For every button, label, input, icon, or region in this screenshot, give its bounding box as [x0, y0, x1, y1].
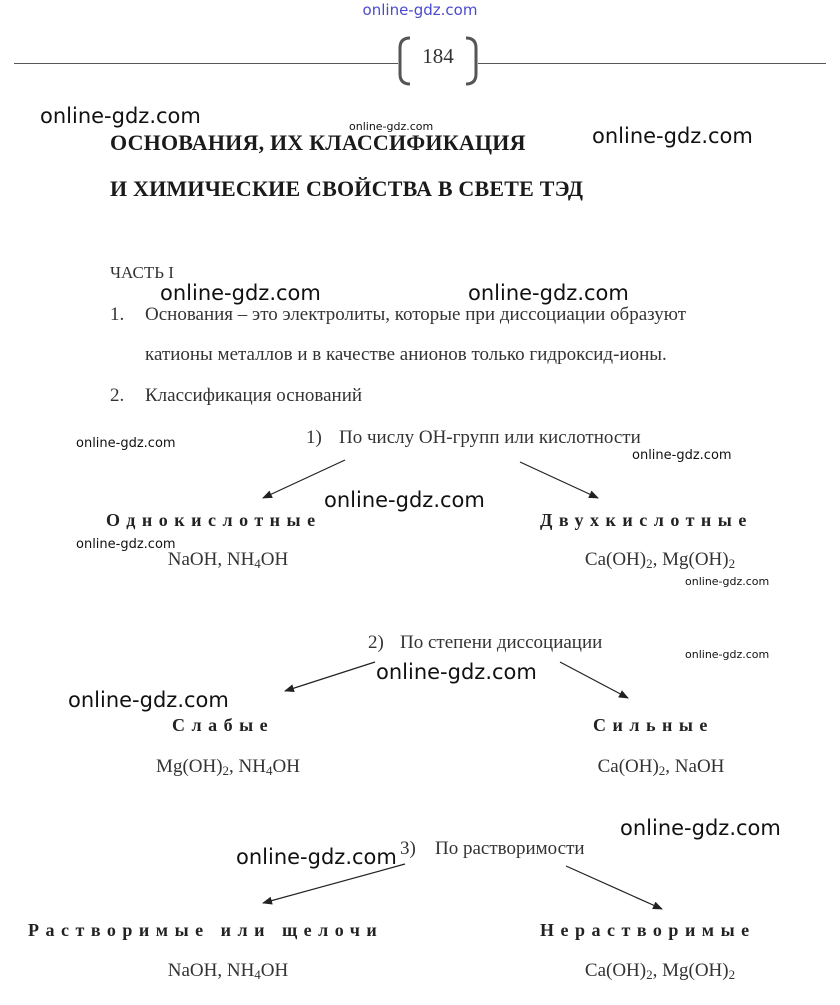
page-title-line-2: И ХИМИЧЕСКИЕ СВОЙСТВА В СВЕТЕ ТЭД — [110, 176, 584, 201]
category-left: Растворимые или щелочи — [28, 920, 384, 940]
item-number: 2. — [110, 385, 125, 406]
definition-line-2: катионы металлов и в качестве анионов только гидроксид-ионы. — [145, 344, 667, 365]
watermark: online-gdz.com — [468, 281, 629, 305]
part-label: ЧАСТЬ I — [110, 263, 174, 282]
item-number: 1. — [110, 304, 125, 325]
examples-right: $Ca(OH)_2$, $Mg(OH)_2$ — [584, 960, 736, 982]
category-right: Сильные — [593, 715, 714, 735]
watermark: online-gdz.com — [40, 104, 201, 128]
criterion-number: 2) — [368, 632, 384, 653]
category-left: Однокислотные — [106, 510, 322, 530]
definition-line-1: Основания – это электролиты, которые при диссоциации образуют — [145, 304, 686, 325]
category-left: Слабые — [172, 715, 275, 735]
arrow-right — [560, 662, 628, 698]
watermark: online-gdz.com — [76, 436, 176, 451]
criterion-label: По числу ОН-групп или кислотности — [339, 427, 641, 448]
examples-right: $Ca(OH)_2$, $Mg(OH)_2$ — [584, 549, 736, 571]
site-link[interactable]: online-gdz.com — [362, 1, 478, 19]
watermark: online-gdz.com — [685, 648, 770, 661]
classification-heading: Классификация оснований — [145, 385, 363, 406]
watermark: online-gdz.com — [685, 575, 770, 588]
watermark: online-gdz.com — [76, 537, 176, 552]
watermark: online-gdz.com — [236, 845, 397, 869]
criterion-number: 3) — [400, 838, 416, 859]
arrow-right — [566, 866, 662, 909]
examples-left: NaOH, $NH_4OH$ — [167, 960, 289, 982]
arrow-right — [520, 462, 598, 498]
watermark: online-gdz.com — [349, 120, 434, 133]
criterion-label: По растворимости — [435, 838, 585, 859]
arrow-left — [285, 662, 375, 691]
watermark: online-gdz.com — [592, 124, 753, 148]
watermark: online-gdz.com — [376, 660, 537, 684]
watermark: online-gdz.com — [68, 688, 229, 712]
watermark: online-gdz.com — [160, 281, 321, 305]
examples-right: $Ca(OH)_2$, NaOH — [597, 756, 725, 778]
examples-left: $Mg(OH)_2$, $NH_4OH$ — [156, 756, 300, 778]
watermark: online-gdz.com — [620, 816, 781, 840]
examples-left: NaOH, $NH_4OH$ — [167, 549, 289, 571]
page-number: 184 — [422, 44, 454, 68]
arrow-left — [263, 864, 405, 903]
watermark: online-gdz.com — [632, 448, 732, 463]
criterion-label: По степени диссоциации — [400, 632, 603, 653]
watermark: online-gdz.com — [324, 488, 485, 512]
criterion-number: 1) — [306, 427, 322, 448]
category-right: Нерастворимые — [540, 920, 756, 940]
category-right: Двухкислотные — [540, 510, 753, 530]
page-title-line-1: ОСНОВАНИЯ, ИХ КЛАССИФИКАЦИЯ — [110, 130, 526, 155]
